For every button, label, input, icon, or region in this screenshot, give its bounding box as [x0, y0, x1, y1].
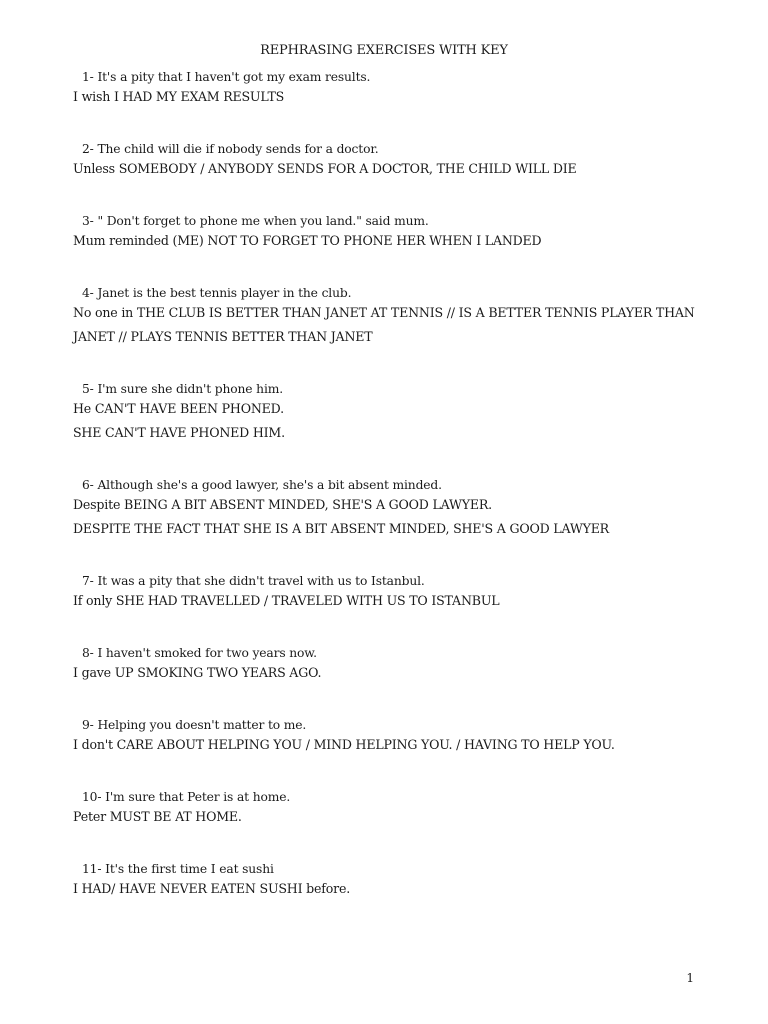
exercise-3: [73, 213, 703, 253]
exercise-question: 6- Although she's a good lawyer, she's a bit absent minded.: [82, 478, 442, 492]
exercise-question: 5- I'm sure she didn't phone him.: [82, 382, 284, 396]
answer-line: Unless SOMEBODY / ANYBODY SENDS FOR A DOCTOR, THE CHILD WILL DIE: [73, 161, 577, 176]
answer-line: I gave UP SMOKING TWO YEARS AGO.: [73, 665, 322, 680]
answer-line: If only SHE HAD TRAVELLED / TRAVELED WITH US TO ISTANBUL: [73, 593, 500, 608]
exercise-answer: [73, 589, 703, 613]
exercise-question: 1- It's a pity that I haven't got my exam results.: [82, 70, 371, 84]
exercise-answer: [73, 85, 703, 109]
exercise-answer: [73, 229, 703, 253]
exercise-list: [73, 69, 703, 901]
answer-line: He CAN'T HAVE BEEN PHONED.: [73, 401, 284, 416]
exercise-question: 2- The child will die if nobody sends for a doctor.: [82, 142, 379, 156]
answer-line: I wish I HAD MY EXAM RESULTS: [73, 89, 285, 104]
exercise-11: [73, 861, 703, 901]
exercise-answer: [73, 805, 703, 829]
exercise-answer: [73, 157, 703, 181]
exercise-question: 8- I haven't smoked for two years now.: [82, 646, 317, 660]
exercise-2: [73, 141, 703, 181]
exercise-7: [73, 573, 703, 613]
exercise-8: [73, 645, 703, 685]
answer-line: JANET // PLAYS TENNIS BETTER THAN JANET: [73, 329, 373, 344]
exercise-9: [73, 717, 703, 757]
exercise-6: [73, 477, 703, 541]
exercise-answer: [73, 493, 703, 541]
answer-line: No one in THE CLUB IS BETTER THAN JANET AT TENNIS // IS A BETTER TENNIS PLAYER THAN: [73, 305, 695, 320]
exercise-answer: [73, 661, 703, 685]
answer-line: Peter MUST BE AT HOME.: [73, 809, 242, 824]
exercise-question: 7- It was a pity that she didn't travel with us to Istanbul.: [82, 574, 425, 588]
exercise-question: 3- " Don't forget to phone me when you land." said mum.: [82, 214, 429, 228]
exercise-question: 4- Janet is the best tennis player in the club.: [82, 286, 352, 300]
exercise-answer: [73, 301, 703, 349]
exercise-4: [73, 285, 703, 349]
answer-line: DESPITE THE FACT THAT SHE IS A BIT ABSENT MINDED, SHE'S A GOOD LAWYER: [73, 521, 609, 536]
exercise-question: 9- Helping you doesn't matter to me.: [82, 718, 307, 732]
exercise-answer: [73, 877, 703, 901]
page-number: 1: [686, 971, 694, 985]
answer-line: I don't CARE ABOUT HELPING YOU / MIND HELPING YOU. / HAVING TO HELP YOU.: [73, 737, 615, 752]
exercise-question: 11- It's the first time I eat sushi: [82, 862, 274, 876]
exercise-answer: [73, 397, 703, 445]
exercise-1: [73, 69, 703, 109]
exercise-question: 10- I'm sure that Peter is at home.: [82, 790, 291, 804]
exercise-answer: [73, 733, 703, 757]
exercise-5: [73, 381, 703, 445]
page-title: REPHRASING EXERCISES WITH KEY: [260, 43, 508, 58]
answer-line: Mum reminded (ME) NOT TO FORGET TO PHONE HER WHEN I LANDED: [73, 233, 542, 248]
answer-line: SHE CAN'T HAVE PHONED HIM.: [73, 425, 285, 440]
exercise-10: [73, 789, 703, 829]
answer-line: I HAD/ HAVE NEVER EATEN SUSHI before.: [73, 881, 351, 896]
answer-line: Despite BEING A BIT ABSENT MINDED, SHE'S A GOOD LAWYER.: [73, 497, 492, 512]
